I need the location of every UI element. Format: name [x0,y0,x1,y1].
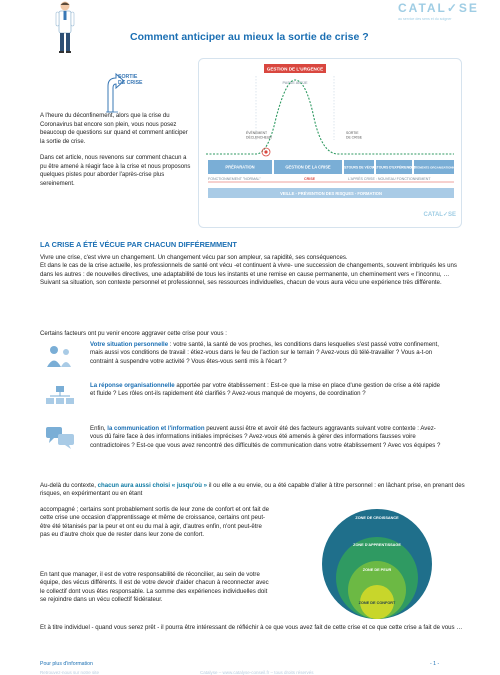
page-number: - 1 - [430,661,440,667]
factor-communication-prefix: Enfin, [90,425,108,432]
factors-lead: Certains facteurs ont pu venir encore aggraver cette crise pour vous : [40,330,227,337]
phase-label-2: GESTION DE LA CRISE [285,164,331,170]
veille-label: VEILLE - PRÉVENTION DES RISQUES - FORMATION [280,191,382,196]
footer-faded-right: Catalyse – www.catalyse-conseil.fr – tous droits réservés [200,670,314,675]
factor-organisation-title: La réponse organisationnelle [90,382,175,389]
footer-more-info-link[interactable]: Pour plus d'information [40,661,93,667]
intro-paragraph-1: A l'heure du déconfinement, alors que la crise du Coronavirus bat encore son plein, vous nous posez beaucoup de questions sur quand et comment anticiper la sortie de crise. [40,113,188,145]
phase-label-4: RETOURS D'EXPÉRIENCES [372,165,416,170]
timeline-crise: CRISE [304,177,315,181]
phase-label-3: RETOURS DE VÉCUS [342,165,376,170]
section-body [40,254,470,287]
footer-faded-left: Retrouvez-nous sur notre site [40,670,100,675]
timeline-apres: L'APRÈS CRISE : NOUVEAU FONCTIONNEMENT [348,177,431,181]
catalyse-logo [398,0,490,26]
context-continuation: accompagné ; certains sont probablement sortis de leur zone de confort et ont fait de cette crise une occasion d'apprentissage et même de croissance, certains ont peut-être été tétanisés par la peur et ont eu du mal à agir, d'autres enfin, n'ont peut-être pas eu d'autre choix que de rester dans leur zone de confort. [40,506,269,538]
timeline-normal: FONCTIONNEMENT "NORMAL" [208,177,261,181]
factor-personal-title: Votre situation personnelle [90,341,169,348]
page-title: Comment anticiper au mieux la sortie de crise ? [130,31,369,43]
diagram-watermark: CATAL✓SE [423,212,456,218]
phase-label-1: PRÉPARATION [225,164,255,170]
zone-peur-label: ZONE DE PEUR [362,568,392,572]
factor-organisation [90,382,445,399]
factor-personal [90,341,445,366]
crisis-phases-diagram [198,58,462,228]
sortie-label-line2: DE CRISE [118,79,143,86]
phase-label-5: AJUSTEMENTS ORGANISATIONNELS [407,165,461,170]
exit-label-2: DE CRISE [346,135,363,140]
factor-communication-title: la communication et l'information [107,425,205,432]
peak-label: PASSE AIGÜE [282,81,308,85]
comfort-zones-diagram [302,502,452,620]
event-label-2: DÉCLENCHEUR [246,135,272,140]
body-line-1: Vivre une crise, c'est vivre un changement. Un changement vécu par son ampleur, sa rapidité, ses conséquences. [40,254,348,261]
closing-paragraph: Et à titre individuel - quand vous serez prêt - il pourra être intéressant de réfléchir à ce que vous avez fait de cette crise et ce que cette crise a fait de vous … [40,624,463,631]
sortie-de-crise-sign [104,72,150,114]
zone-croissance-label: ZONE DE CROISSANCE [355,516,399,520]
factor-organisation-text: apportée par votre établissement : Est-ce que la mise en place d'une gestion de crise a été rapide et fluide ? Les rôles ont-ils rapidement été clarifiés ? Avez-vous manqué de moyens, de coordination ? [90,382,441,398]
factor-communication [90,425,445,450]
exit-label-1: SORTIE [346,131,359,135]
communication-icon [44,424,76,450]
context-paragraph [40,482,470,499]
factor-communication-text: peuvent aussi être et avoir été des facteurs aggravants suivant votre contexte : Avez-vous dû faire face à des informations initiales imprécises ? Avez-vous été amenés à gérer des informations fausses voire contradictoires ? Est-ce que vous avez rencontré des difficultés de communication dans votre établissement ? Avec vos équipes ? [90,425,441,449]
intro-paragraph-2: Dans cet article, nous revenons sur comment chacun a pu être amené à réagir face à la crise et nous proposons quelques pistes pour aborder l'après-crise plus sereinement. [40,155,191,187]
section-heading: LA CRISE A ÉTÉ VÉCUE PAR CHACUN DIFFÉREMMENT [40,240,237,249]
person-icon [44,343,76,369]
event-label-1: ÉVÉNEMENT [246,131,268,135]
manager-paragraph: En tant que manager, il est de votre responsabilité de réconcilier, au sein de votre équipe, des vécus différents. Il est de votre devoir d'aider chacun à reconnecter avec le collectif dont vous êtes responsable. La somme des expériences individuelles doit se rejoindre dans un vécu collectif fédérateur. [40,571,269,603]
context-after: il ou elle a eu envie, ou a été capable d'aller à titre personnel : en lâchant prise, en prenant des risques, en expérimentant ou en étant [40,482,465,498]
sortie-label-line1: SORTIE [118,74,138,80]
logo-wordmark: CATAL✓SE [398,1,479,15]
body-line-3: Suivant sa situation, son contexte personnel et professionnel, ses ressources individuelles, chacun de vous aura vécu une expérience très différente. [40,278,442,286]
zone-apprentissage-label: ZONE D'APPRENTISSAGE [353,543,401,547]
logo-tagline: au service des sens et du soigner [398,17,452,22]
zone-confort-label: ZONE DE CONFORT [358,601,396,605]
organization-icon [44,384,76,410]
intro-text [40,112,192,196]
factor-personal-text: : votre santé, la santé de vos proches, les conditions dans lesquelles s'est passé votre confinement, mais aussi vos conditions de travail : étiez-vous dans le feu de l'action sur le terrain ? Avez-vous dû télé-travailler ? Vous a-t-on contraint à suspendre votre activité ? Vous êtes-vous senti mis à l'écart ? [90,341,439,365]
sortie-label [118,75,143,86]
body-line-2: Et dans le cas de la crise actuelle, les professionnels de santé ont vécu -et continuent à vivre- une succession de changements, souvent imbriqués les uns dans les autres : de nouvelles directives, une adaptabilité de tous les instants et une remise en cause permanente, un cheminement vers « l'inconnu, … [40,262,457,278]
urgency-label: GESTION DE L'URGENCE [266,66,324,72]
context-before: Au-delà du contexte, [40,482,98,489]
context-highlight: chacun aura aussi choisi « jusqu'où » [97,482,208,489]
doctor-illustration [50,0,80,56]
